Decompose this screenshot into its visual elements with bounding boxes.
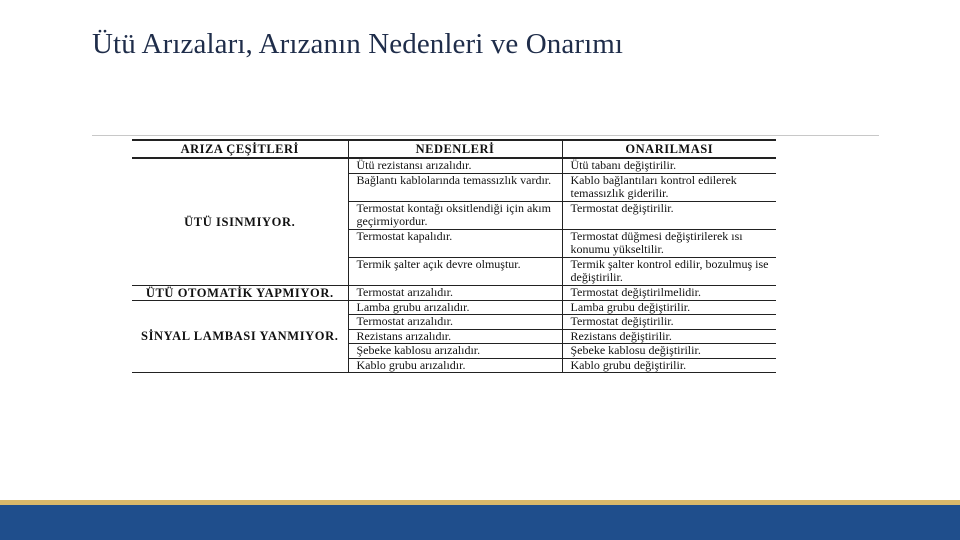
repair-cell: Kablo bağlantıları kontrol edilerek temassızlık giderilir. <box>562 173 776 201</box>
cause-cell: Bağlantı kablolarında temassızlık vardır. <box>348 173 562 201</box>
cause-cell: Termostat kapalıdır. <box>348 229 562 257</box>
cause-cell: Termostat kontağı oksitlendiği için akım geçirmiyordur. <box>348 201 562 229</box>
title-divider <box>92 135 879 136</box>
cause-cell: Termostat arızalıdır. <box>348 315 562 330</box>
table-header-row <box>132 140 776 158</box>
repair-cell: Şebeke kablosu değiştirilir. <box>562 344 776 359</box>
footer-band <box>0 505 960 540</box>
repair-cell: Termostat değiştirilir. <box>562 315 776 330</box>
repair-cell: Termostat değiştirilir. <box>562 201 776 229</box>
table-body <box>132 158 776 373</box>
repair-cell: Termostat düğmesi değiştirilerek ısı konumu yükseltilir. <box>562 229 776 257</box>
header-repairs: ONARILMASI <box>562 140 776 158</box>
fault-type-cell: SİNYAL LAMBASI YANMIYOR. <box>132 300 348 373</box>
table-row <box>132 158 776 173</box>
cause-cell: Ütü rezistansı arızalıdır. <box>348 158 562 173</box>
fault-table-container <box>132 139 776 373</box>
repair-cell: Rezistans değiştirilir. <box>562 329 776 344</box>
repair-cell: Termostat değiştirilmelidir. <box>562 285 776 300</box>
fault-type-cell: ÜTÜ ISINMIYOR. <box>132 158 348 285</box>
page-title: Ütü Arızaları, Arızanın Nedenleri ve Onarımı <box>92 28 624 60</box>
fault-table <box>132 139 776 373</box>
cause-cell: Termik şalter açık devre olmuştur. <box>348 257 562 285</box>
cause-cell: Kablo grubu arızalıdır. <box>348 358 562 373</box>
table-row <box>132 285 776 300</box>
repair-cell: Ütü tabanı değiştirilir. <box>562 158 776 173</box>
fault-type-cell: ÜTÜ OTOMATİK YAPMIYOR. <box>132 285 348 300</box>
repair-cell: Termik şalter kontrol edilir, bozulmuş ise değiştirilir. <box>562 257 776 285</box>
cause-cell: Şebeke kablosu arızalıdır. <box>348 344 562 359</box>
cause-cell: Lamba grubu arızalıdır. <box>348 300 562 315</box>
cause-cell: Rezistans arızalıdır. <box>348 329 562 344</box>
repair-cell: Kablo grubu değiştirilir. <box>562 358 776 373</box>
header-fault-types: ARIZA ÇEŞİTLERİ <box>132 140 348 158</box>
header-causes: NEDENLERİ <box>348 140 562 158</box>
cause-cell: Termostat arızalıdır. <box>348 285 562 300</box>
table-row <box>132 300 776 315</box>
repair-cell: Lamba grubu değiştirilir. <box>562 300 776 315</box>
